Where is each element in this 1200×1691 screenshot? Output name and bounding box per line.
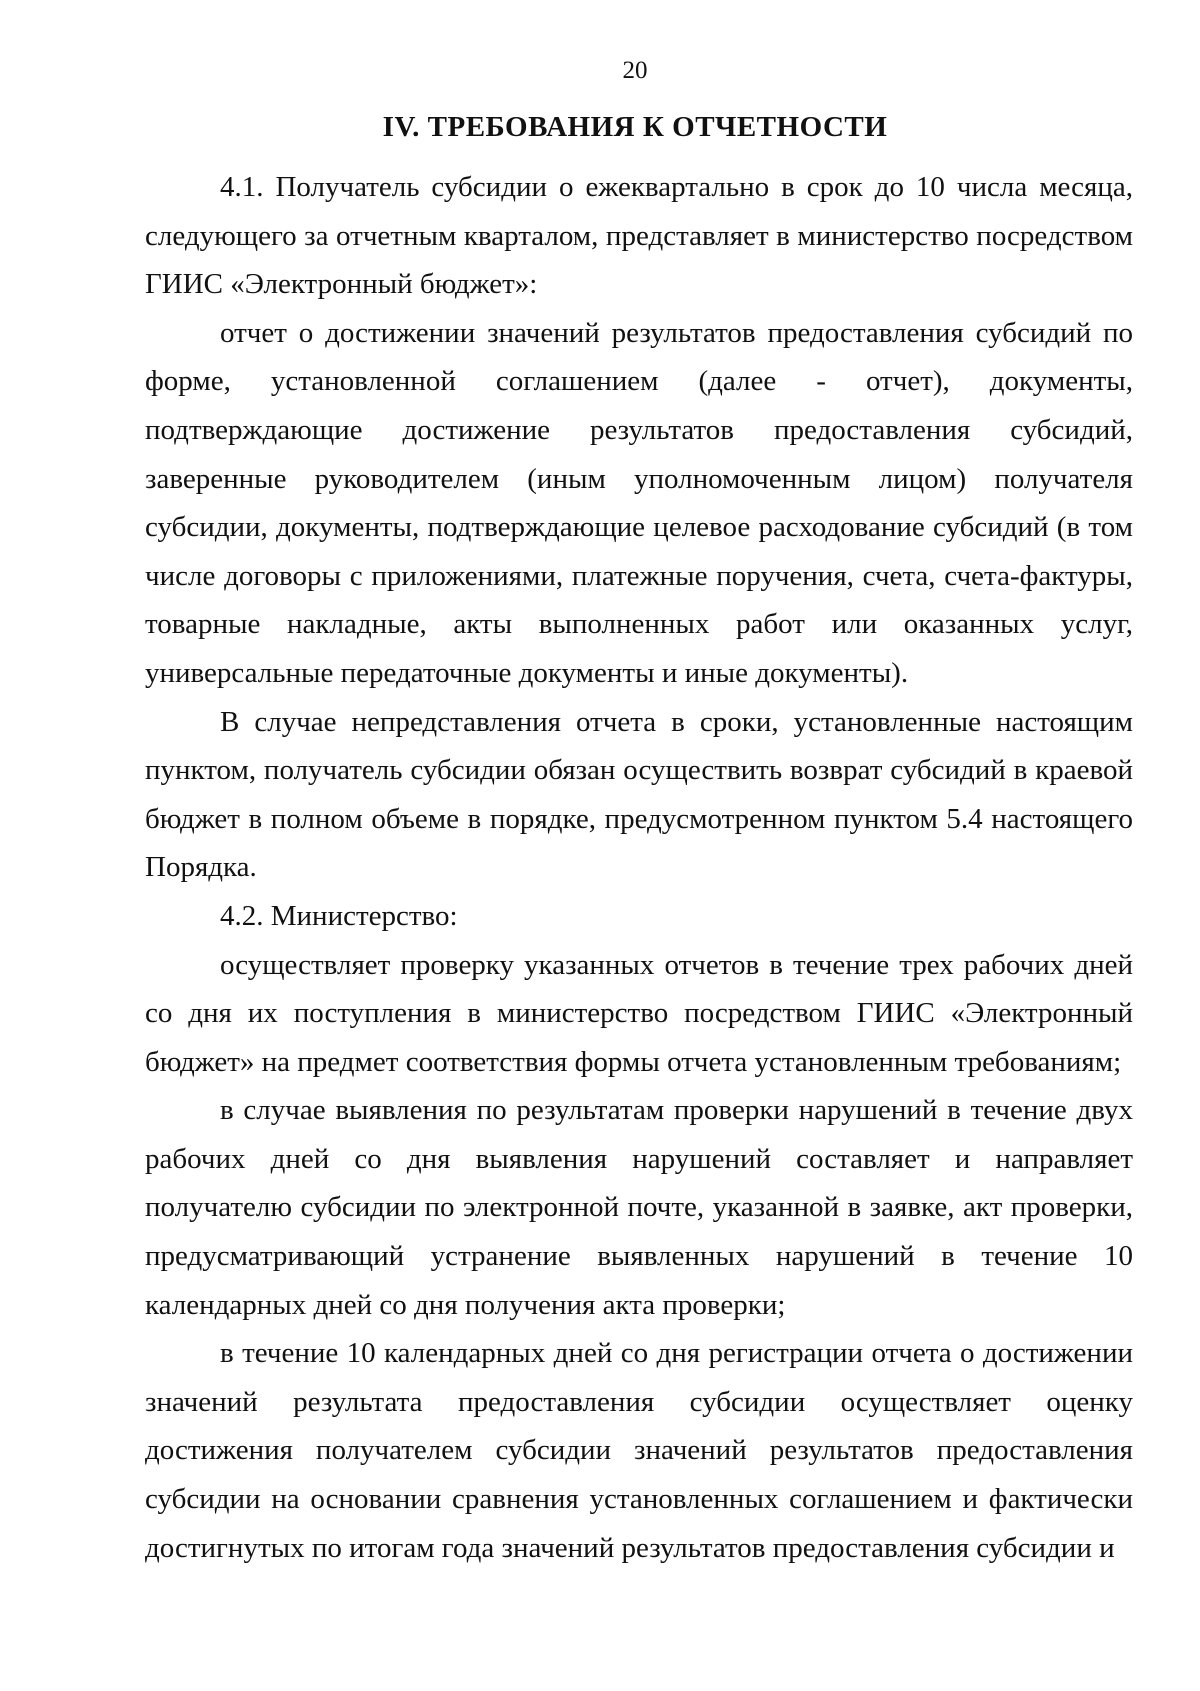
page-number: 20 (622, 57, 648, 84)
section-heading: IV. ТРЕБОВАНИЯ К ОТЧЕТНОСТИ (382, 111, 888, 143)
document-body (145, 163, 1133, 1572)
paragraph-4-1: 4.1. Получатель субсидии о ежеквартально в срок до 10 числа месяца, следующего за отчетным кварталом, представляет в министерство посредством ГИИС «Электронный бюджет»: (145, 171, 1133, 301)
paragraph-violations: в случае выявления по результатам проверки нарушений в течение двух рабочих дней со дня выявления нарушений составляет и направляет получателю субсидии по электронной почте, указанной в заявке, акт проверки, предусматривающий устранение выявленных нарушений в течение 10 календарных дней со дня получения акта проверки; (145, 1094, 1133, 1321)
paragraph-4-2: 4.2. Министерство: (220, 899, 458, 932)
paragraph-verification: осуществляет проверку указанных отчетов в течение трех рабочих дней со дня их поступления в министерство посредством ГИИС «Электронный бюджет» на предмет соответствия формы отчета установленным требованиям; (145, 948, 1133, 1078)
paragraph-non-submission: В случае непредставления отчета в сроки, установленные настоящим пунктом, получатель субсидии обязан осуществить возврат субсидий в краевой бюджет в полном объеме в порядке, предусмотренном пунктом 5.4 настоящего Порядка. (145, 705, 1133, 884)
paragraph-report-documents: отчет о достижении значений результатов предоставления субсидий по форме, установленной соглашением (далее - отчет), документы, подтверждающие достижение результатов предоставления субсидий, заверенные руководителем (иным уполномоченным лицом) получателя субсидии, документы, подтверждающие целевое расходование субсидий (в том числе договоры с приложениями, платежные поручения, счета, счета-фактуры, товарные накладные, акты выполненных работ или оказанных услуг, универсальные передаточные документы и иные документы). (145, 316, 1133, 689)
paragraph-evaluation: в течение 10 календарных дней со дня регистрации отчета о достижении значений результата предоставления субсидии осуществляет оценку достижения получателем субсидии значений результатов предоставления субсидии на основании сравнения установленных соглашением и фактически достигнутых по итогам года значений результатов предоставления субсидии и (145, 1337, 1133, 1564)
